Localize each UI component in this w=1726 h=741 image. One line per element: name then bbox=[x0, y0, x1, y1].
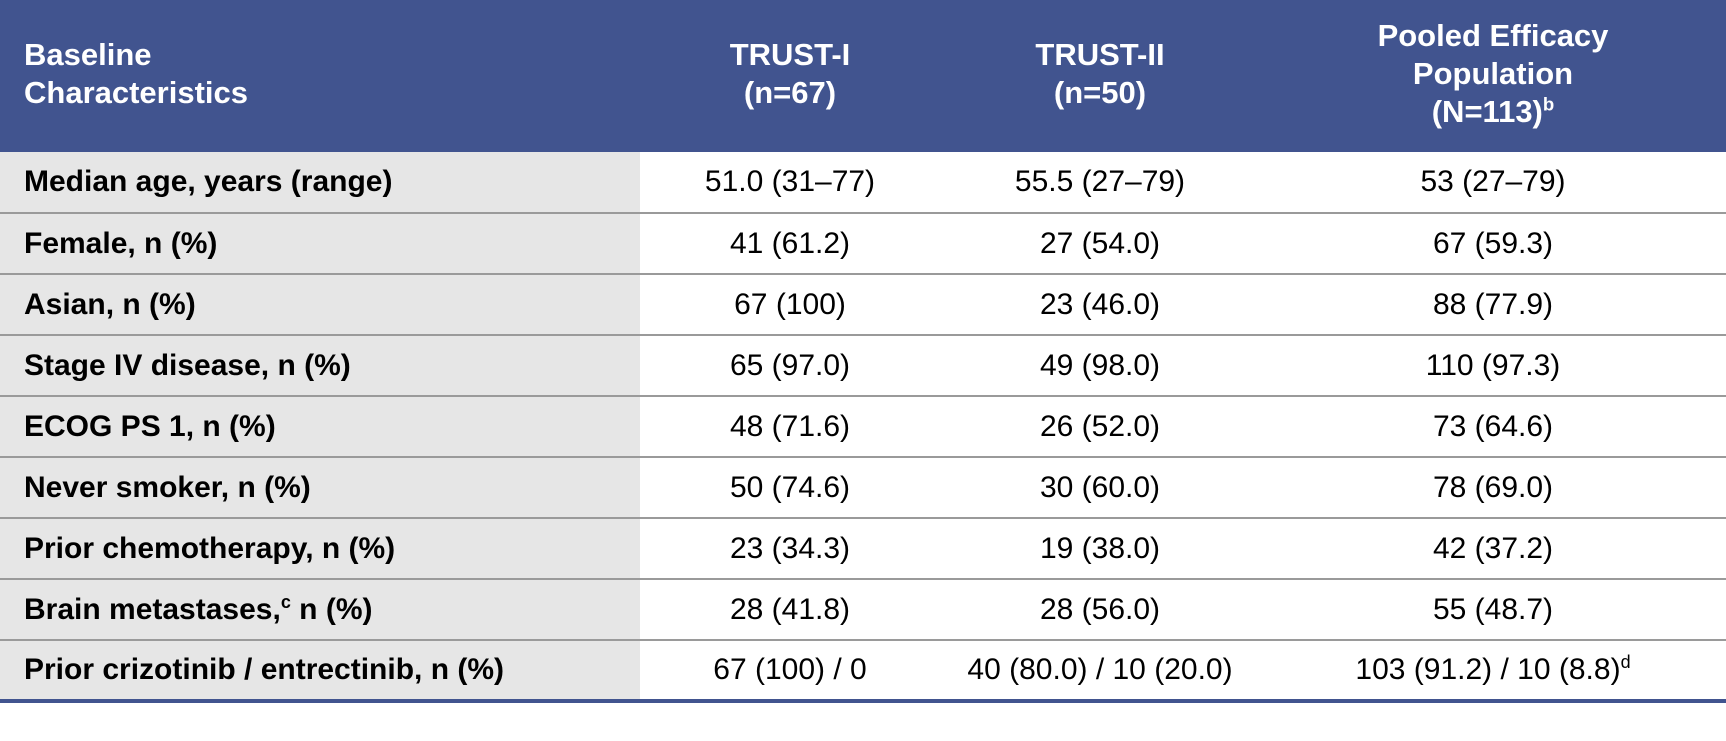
column-header-line: Characteristics bbox=[24, 75, 249, 110]
footnote-marker: b bbox=[1542, 93, 1555, 115]
column-header-line bbox=[1278, 93, 1708, 131]
cell-brain-mets-trust-ii: 28 (56.0) bbox=[940, 579, 1260, 640]
cell-female-trust-ii: 27 (54.0) bbox=[940, 213, 1260, 274]
row-label-female: Female, n (%) bbox=[0, 213, 640, 274]
row-label-prior-crizotinib-entrectinib: Prior crizotinib / entrectinib, n (%) bbox=[0, 640, 640, 701]
cell-median-age-trust-ii: 55.5 (27–79) bbox=[940, 152, 1260, 213]
footnote-marker: d bbox=[1620, 652, 1631, 672]
row-label-prior-chemotherapy: Prior chemotherapy, n (%) bbox=[0, 518, 640, 579]
cell-prior-crizotinib-trust-i: 67 (100) / 0 bbox=[640, 640, 940, 701]
table-body bbox=[0, 152, 1726, 701]
row-label-brain-metastases bbox=[0, 579, 640, 640]
cell-median-age-trust-i: 51.0 (31–77) bbox=[640, 152, 940, 213]
column-header-line: Population bbox=[1412, 56, 1574, 92]
row-label-median-age: Median age, years (range) bbox=[0, 152, 640, 213]
table-row bbox=[0, 274, 1726, 335]
cell-stage-iv-trust-ii: 49 (98.0) bbox=[940, 335, 1260, 396]
row-label-stage-iv-disease: Stage IV disease, n (%) bbox=[0, 335, 640, 396]
table-row bbox=[0, 579, 1726, 640]
table-header bbox=[0, 0, 1726, 152]
table-row bbox=[0, 213, 1726, 274]
column-header-line: TRUST-II bbox=[1035, 37, 1165, 73]
cell-ecog-trust-i: 48 (71.6) bbox=[640, 396, 940, 457]
cell-median-age-pooled: 53 (27–79) bbox=[1260, 152, 1726, 213]
cell-prior-crizotinib-trust-ii: 40 (80.0) / 10 (20.0) bbox=[940, 640, 1260, 701]
cell-never-smoker-trust-i: 50 (74.6) bbox=[640, 457, 940, 518]
cell-text: 103 (91.2) / 10 (8.8) bbox=[1355, 653, 1621, 686]
column-header-baseline-characteristics bbox=[0, 0, 640, 152]
table-row bbox=[0, 396, 1726, 457]
table-row bbox=[0, 335, 1726, 396]
table-row bbox=[0, 152, 1726, 213]
row-label-asian: Asian, n (%) bbox=[0, 274, 640, 335]
cell-stage-iv-pooled: 110 (97.3) bbox=[1260, 335, 1726, 396]
column-header-trust-i bbox=[640, 0, 940, 152]
table-row bbox=[0, 640, 1726, 701]
footnote-marker: c bbox=[280, 591, 291, 612]
table-row bbox=[0, 457, 1726, 518]
row-label-tail: n (%) bbox=[290, 592, 373, 626]
cell-brain-mets-pooled: 55 (48.7) bbox=[1260, 579, 1726, 640]
column-header-line: TRUST-I bbox=[729, 37, 851, 73]
table-header-row bbox=[0, 0, 1726, 152]
cell-stage-iv-trust-i: 65 (97.0) bbox=[640, 335, 940, 396]
cell-asian-trust-i: 67 (100) bbox=[640, 274, 940, 335]
cell-never-smoker-trust-ii: 30 (60.0) bbox=[940, 457, 1260, 518]
column-header-pooled-efficacy-population bbox=[1260, 0, 1726, 152]
cell-asian-pooled: 88 (77.9) bbox=[1260, 274, 1726, 335]
row-label-never-smoker: Never smoker, n (%) bbox=[0, 457, 640, 518]
row-label-text: Brain metastases, bbox=[24, 592, 281, 626]
cell-never-smoker-pooled: 78 (69.0) bbox=[1260, 457, 1726, 518]
cell-female-pooled: 67 (59.3) bbox=[1260, 213, 1726, 274]
cell-asian-trust-ii: 23 (46.0) bbox=[940, 274, 1260, 335]
column-header-line: (n=50) bbox=[1053, 75, 1147, 110]
table-row bbox=[0, 518, 1726, 579]
cell-ecog-trust-ii: 26 (52.0) bbox=[940, 396, 1260, 457]
column-header-line-text: (N=113) bbox=[1431, 93, 1543, 129]
cell-prior-chemo-trust-i: 23 (34.3) bbox=[640, 518, 940, 579]
cell-brain-mets-trust-i: 28 (41.8) bbox=[640, 579, 940, 640]
cell-ecog-pooled: 73 (64.6) bbox=[1260, 396, 1726, 457]
column-header-line: Pooled Efficacy bbox=[1377, 18, 1609, 54]
column-header-trust-ii bbox=[940, 0, 1260, 152]
column-header-line: Baseline bbox=[24, 37, 152, 73]
column-header-line: (n=67) bbox=[743, 75, 837, 110]
cell-prior-chemo-pooled: 42 (37.2) bbox=[1260, 518, 1726, 579]
cell-female-trust-i: 41 (61.2) bbox=[640, 213, 940, 274]
cell-prior-crizotinib-pooled bbox=[1260, 640, 1726, 701]
row-label-ecog-ps-1: ECOG PS 1, n (%) bbox=[0, 396, 640, 457]
cell-prior-chemo-trust-ii: 19 (38.0) bbox=[940, 518, 1260, 579]
